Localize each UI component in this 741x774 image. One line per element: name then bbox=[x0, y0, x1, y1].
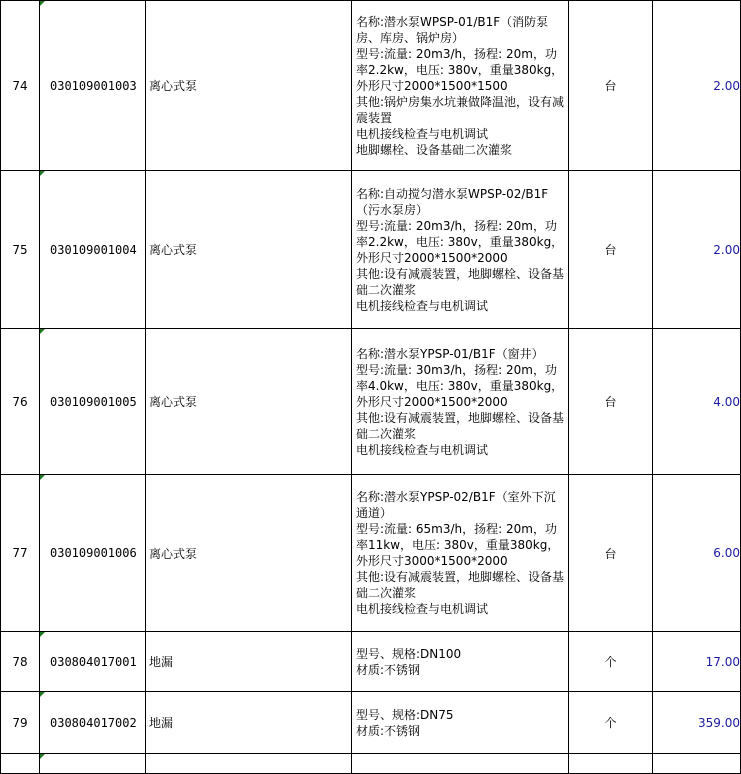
row-number-cell[interactable]: 75 bbox=[1, 171, 40, 329]
table-row bbox=[1, 171, 741, 329]
table-row bbox=[1, 692, 741, 754]
description-line: 型号、规格:DN75 bbox=[356, 707, 454, 722]
description-line: 电机接线检查与电机调试 bbox=[356, 442, 489, 457]
item-description-cell[interactable] bbox=[352, 475, 569, 632]
item-code-cell[interactable]: 030109001004 bbox=[40, 171, 146, 329]
item-code-cell[interactable]: 030804017001 bbox=[40, 632, 146, 692]
quantity-cell[interactable]: 4.00 bbox=[653, 329, 741, 475]
description-line: 其他:设有减震装置，地脚螺栓、设备基础二次灌浆 bbox=[356, 266, 565, 297]
empty-cell[interactable] bbox=[653, 754, 741, 774]
description-line: 电机接线检查与电机调试 bbox=[356, 298, 489, 313]
row-number-cell[interactable]: 79 bbox=[1, 692, 40, 754]
item-description-cell[interactable] bbox=[352, 329, 569, 475]
table-row bbox=[1, 475, 741, 632]
item-description-cell[interactable] bbox=[352, 632, 569, 692]
unit-cell[interactable]: 台 bbox=[569, 171, 653, 329]
table-row bbox=[1, 329, 741, 475]
row-number-cell[interactable]: 78 bbox=[1, 632, 40, 692]
table-row bbox=[1, 1, 741, 171]
description-line: 其他:设有减震装置，地脚螺栓、设备基础二次灌浆 bbox=[356, 410, 565, 441]
item-name-cell[interactable]: 地漏 bbox=[146, 692, 352, 754]
unit-cell[interactable]: 台 bbox=[569, 475, 653, 632]
item-description-cell[interactable] bbox=[352, 1, 569, 171]
unit-cell[interactable]: 个 bbox=[569, 632, 653, 692]
unit-cell[interactable]: 台 bbox=[569, 1, 653, 171]
quantity-cell[interactable]: 2.00 bbox=[653, 1, 741, 171]
unit-cell[interactable]: 个 bbox=[569, 692, 653, 754]
description-line: 名称:自动搅匀潜水泵WPSP-02/B1F（污水泵房） bbox=[356, 186, 549, 217]
item-name-cell[interactable]: 离心式泵 bbox=[146, 329, 352, 475]
quantity-cell[interactable]: 2.00 bbox=[653, 171, 741, 329]
item-name-cell[interactable]: 离心式泵 bbox=[146, 171, 352, 329]
description-line: 其他:锅炉房集水坑兼做降温池，设有减震装置 bbox=[356, 94, 565, 125]
item-code-cell[interactable]: 030109001005 bbox=[40, 329, 146, 475]
row-number-cell[interactable]: 74 bbox=[1, 1, 40, 171]
item-code-cell[interactable]: 030804017002 bbox=[40, 692, 146, 754]
table-body bbox=[1, 1, 741, 774]
description-line: 型号:流量: 65m3/h，扬程: 20m，功率11kw，电压: 380v，重量380kg，外形尺寸3000*1500*2000 bbox=[356, 522, 560, 568]
description-line: 名称:潜水泵YPSP-01/B1F（窗井） bbox=[356, 346, 544, 361]
table-row bbox=[1, 632, 741, 692]
empty-cell[interactable] bbox=[352, 754, 569, 774]
description-line: 电机接线检查与电机调试 bbox=[356, 126, 489, 141]
description-line: 型号:流量: 20m3/h，扬程: 20m，功率2.2kw，电压: 380v，重量380kg，外形尺寸2000*1500*2000 bbox=[356, 218, 564, 265]
item-code-cell[interactable]: 030109001003 bbox=[40, 1, 146, 171]
description-line: 型号:流量: 20m3/h，扬程: 20m，功率2.2kw，电压: 380v，重量380kg，外形尺寸2000*1500*1500 bbox=[356, 46, 564, 93]
description-line: 型号:流量: 30m3/h，扬程: 20m，功率4.0kw，电压: 380v，重量380kg，外形尺寸2000*1500*2000 bbox=[356, 362, 564, 409]
row-number-cell[interactable]: 77 bbox=[1, 475, 40, 632]
empty-cell[interactable] bbox=[146, 754, 352, 774]
unit-cell[interactable]: 台 bbox=[569, 329, 653, 475]
description-line: 材质:不锈钢 bbox=[356, 662, 421, 677]
item-name-cell[interactable]: 离心式泵 bbox=[146, 475, 352, 632]
description-line: 其他:设有减震装置，地脚螺栓、设备基础二次灌浆 bbox=[356, 570, 565, 600]
item-name-cell[interactable]: 离心式泵 bbox=[146, 1, 352, 171]
empty-cell[interactable] bbox=[569, 754, 653, 774]
description-line: 名称:潜水泵WPSP-01/B1F（消防泵房、库房、锅炉房） bbox=[356, 14, 549, 45]
description-line: 电机接线检查与电机调试 bbox=[356, 602, 489, 616]
item-description-cell[interactable] bbox=[352, 171, 569, 329]
empty-cell[interactable] bbox=[40, 754, 146, 774]
description-line: 材质:不锈钢 bbox=[356, 723, 421, 738]
item-code-cell[interactable]: 030109001006 bbox=[40, 475, 146, 632]
empty-cell[interactable] bbox=[1, 754, 40, 774]
quantity-cell[interactable]: 359.00 bbox=[653, 692, 741, 754]
row-number-cell[interactable]: 76 bbox=[1, 329, 40, 475]
table-row-partial bbox=[1, 754, 741, 774]
description-line: 名称:潜水泵YPSP-02/B1F（室外下沉通道） bbox=[356, 490, 556, 520]
item-name-cell[interactable]: 地漏 bbox=[146, 632, 352, 692]
quantity-cell[interactable]: 6.00 bbox=[653, 475, 741, 632]
description-line: 型号、规格:DN100 bbox=[356, 646, 462, 661]
description-line: 地脚螺栓、设备基础二次灌浆 bbox=[356, 142, 513, 157]
item-description-cell[interactable] bbox=[352, 692, 569, 754]
quantity-cell[interactable]: 17.00 bbox=[653, 632, 741, 692]
